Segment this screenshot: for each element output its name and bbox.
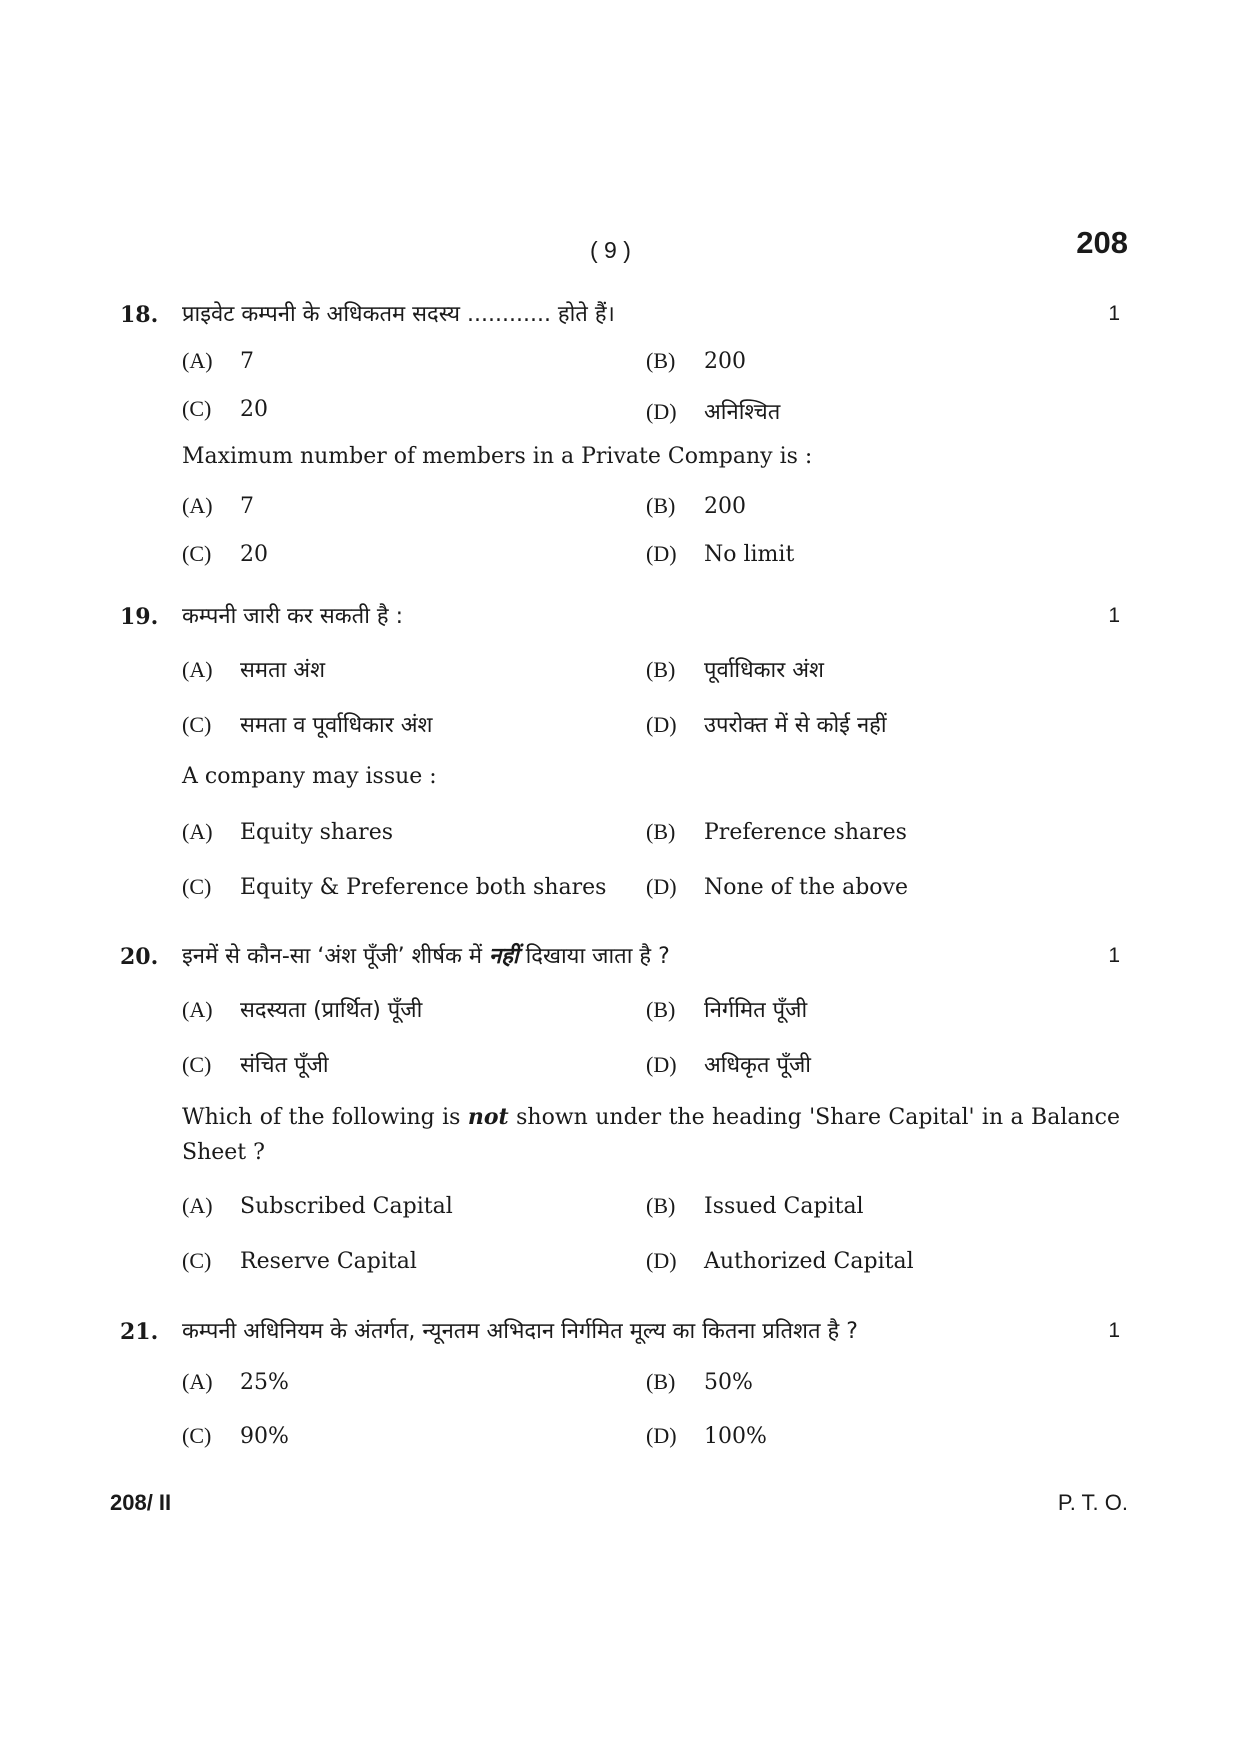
- option-text: अधिकृत पूँजी: [704, 1053, 811, 1078]
- option-text: 200: [704, 494, 746, 519]
- option-d-hindi: [646, 396, 780, 426]
- option-c-hindi: [182, 709, 433, 739]
- option-label: (C): [182, 1052, 212, 1077]
- option-b-english: [646, 819, 907, 845]
- option-label: (D): [646, 541, 677, 566]
- question-text-hindi: प्राइवेट कम्पनी के अधिकतम सदस्य ............ होते हैं।: [182, 302, 615, 327]
- question-text-part: shown under the heading 'Share Capital' in a Balance Sheet ?: [182, 1105, 1120, 1165]
- option-text: 90%: [240, 1424, 289, 1449]
- option-text: Reserve Capital: [240, 1249, 417, 1274]
- option-c: [182, 1423, 289, 1449]
- emphasis-text: नहीं: [489, 944, 519, 969]
- option-a-hindi: [182, 654, 325, 684]
- option-text: None of the above: [704, 875, 908, 900]
- option-d-english: [646, 874, 908, 900]
- option-label: (A): [182, 819, 213, 844]
- option-text: समता व पूर्वाधिकार अंश: [240, 713, 433, 738]
- option-text: Issued Capital: [704, 1194, 864, 1219]
- option-label: (D): [646, 399, 677, 424]
- option-label: (B): [646, 997, 676, 1022]
- option-label: (D): [646, 1248, 677, 1273]
- option-label: (A): [182, 493, 213, 518]
- option-d-english: [646, 541, 794, 567]
- question-number: 18.: [120, 302, 159, 328]
- question-text-part: Which of the following is: [182, 1105, 461, 1130]
- question-marks: 1: [1108, 604, 1120, 627]
- option-label: (C): [182, 1248, 212, 1273]
- option-label: (C): [182, 712, 212, 737]
- option-b-hindi: [646, 994, 807, 1024]
- option-text: Subscribed Capital: [240, 1194, 453, 1219]
- option-label: (A): [182, 1369, 213, 1394]
- question-text-part: इनमें से कौन-सा ‘अंश पूँजी’ शीर्षक में: [182, 944, 483, 969]
- option-text: निर्गमित पूँजी: [704, 998, 808, 1023]
- option-a-english: [182, 1193, 453, 1219]
- option-text: पूर्वाधिकार अंश: [704, 658, 825, 683]
- option-label: (D): [646, 712, 677, 737]
- option-d-english: [646, 1248, 914, 1274]
- option-label: (C): [182, 541, 212, 566]
- option-b-english: [646, 493, 746, 519]
- question-marks: 1: [1108, 944, 1120, 967]
- question-text-english: [182, 1100, 1120, 1170]
- option-label: (C): [182, 1423, 212, 1448]
- option-text: No limit: [704, 542, 795, 567]
- option-text: Authorized Capital: [704, 1249, 914, 1274]
- option-text: 100%: [704, 1424, 767, 1449]
- question-number: 21.: [120, 1319, 159, 1345]
- option-b-hindi: [646, 654, 824, 684]
- option-c-english: [182, 1248, 417, 1274]
- option-label: (B): [646, 1369, 676, 1394]
- emphasis-text: not: [467, 1104, 509, 1130]
- option-label: (D): [646, 1052, 677, 1077]
- option-label: (A): [182, 348, 213, 373]
- option-label: (B): [646, 657, 676, 682]
- question-number: 20.: [120, 944, 159, 970]
- option-a-hindi: [182, 348, 254, 374]
- option-text: उपरोक्त में से कोई नहीं: [704, 713, 887, 738]
- option-label: (B): [646, 1193, 676, 1218]
- option-text: Preference shares: [704, 820, 907, 845]
- option-label: (C): [182, 396, 212, 421]
- option-c-hindi: [182, 396, 268, 422]
- question-text-part: दिखाया जाता है ?: [525, 944, 670, 969]
- option-text: 20: [240, 542, 268, 567]
- please-turn-over: P. T. O.: [1057, 1490, 1128, 1515]
- option-c-hindi: [182, 1049, 329, 1079]
- page-footer: [0, 1490, 1240, 1530]
- option-a-english: [182, 493, 254, 519]
- paper-code: 208: [1076, 225, 1128, 260]
- option-c-english: [182, 874, 606, 900]
- option-a: [182, 1369, 289, 1395]
- option-text: 200: [704, 349, 746, 374]
- question-marks: 1: [1108, 302, 1120, 325]
- option-text: 7: [240, 349, 254, 374]
- option-label: (D): [646, 1423, 677, 1448]
- option-d: [646, 1423, 767, 1449]
- option-text: Equity & Preference both shares: [240, 875, 607, 900]
- option-label: (A): [182, 1193, 213, 1218]
- option-text: संचित पूँजी: [240, 1053, 329, 1078]
- option-text: अनिश्चित: [704, 400, 781, 425]
- option-a-hindi: [182, 994, 422, 1024]
- option-text: Equity shares: [240, 820, 394, 845]
- option-b-hindi: [646, 348, 746, 374]
- option-text: 50%: [704, 1370, 753, 1395]
- question-marks: 1: [1108, 1319, 1120, 1342]
- option-d-hindi: [646, 709, 887, 739]
- option-label: (A): [182, 997, 213, 1022]
- option-text: सदस्यता (प्रार्थित) पूँजी: [240, 998, 423, 1023]
- option-text: 25%: [240, 1370, 289, 1395]
- option-d-hindi: [646, 1049, 811, 1079]
- option-label: (B): [646, 819, 676, 844]
- question-text-hindi: कम्पनी अधिनियम के अंतर्गत, न्यूनतम अभिदान निर्गमित मूल्य का कितना प्रतिशत है ?: [182, 1319, 858, 1344]
- option-a-english: [182, 819, 393, 845]
- question-text-english: A company may issue :: [182, 764, 437, 789]
- option-label: (B): [646, 348, 676, 373]
- option-label: (D): [646, 874, 677, 899]
- option-text: 7: [240, 494, 254, 519]
- option-c-english: [182, 541, 268, 567]
- question-text-hindi: कम्पनी जारी कर सकती है :: [182, 604, 403, 629]
- question-text-hindi: [182, 940, 670, 970]
- page-number: ( 9 ): [590, 237, 631, 263]
- option-label: (C): [182, 874, 212, 899]
- question-number: 19.: [120, 604, 159, 630]
- footer-paper-code: 208/ II: [110, 1490, 172, 1515]
- option-b: [646, 1369, 753, 1395]
- option-text: 20: [240, 397, 268, 422]
- option-b-english: [646, 1193, 864, 1219]
- option-label: (B): [646, 493, 676, 518]
- question-text-english: Maximum number of members in a Private Company is :: [182, 444, 813, 469]
- option-label: (A): [182, 657, 213, 682]
- option-text: समता अंश: [240, 658, 326, 683]
- page-header: [0, 225, 1240, 275]
